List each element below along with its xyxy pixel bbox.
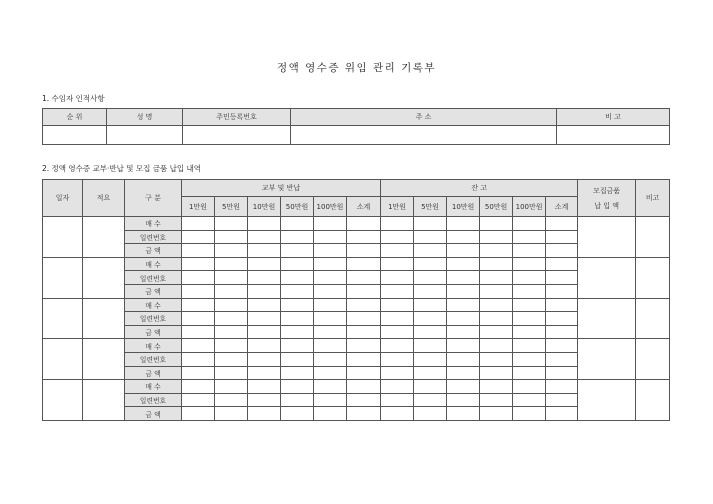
- balance-value-cell[interactable]: [447, 352, 480, 366]
- row-label: 금 액: [125, 244, 182, 258]
- issue-denomination-header: 1만원: [182, 197, 215, 217]
- issue-value-cell[interactable]: [215, 312, 248, 326]
- issue-value-cell[interactable]: [281, 257, 314, 271]
- balance-value-cell[interactable]: [414, 407, 447, 421]
- issue-value-cell[interactable]: [248, 298, 281, 312]
- balance-value-cell[interactable]: [447, 257, 480, 271]
- balance-value-cell[interactable]: [513, 339, 546, 353]
- issue-value-cell[interactable]: [281, 217, 314, 231]
- col-category-header: 구 분: [125, 180, 182, 217]
- collected-amount-cell[interactable]: [578, 217, 636, 258]
- issue-value-cell[interactable]: [314, 257, 347, 271]
- issue-value-cell[interactable]: [182, 298, 215, 312]
- balance-value-cell[interactable]: [414, 393, 447, 407]
- delegate-entry-row: [43, 126, 670, 145]
- issue-value-cell[interactable]: [314, 393, 347, 407]
- issue-value-cell[interactable]: [281, 380, 314, 394]
- record-row: [43, 217, 670, 231]
- balance-value-cell[interactable]: [447, 325, 480, 339]
- balance-value-cell[interactable]: [381, 257, 414, 271]
- section1-heading: 1. 수임자 인적사항: [42, 94, 105, 103]
- balance-denomination-header: 100만원: [513, 197, 546, 217]
- remarks-cell[interactable]: [636, 339, 670, 380]
- balance-value-cell[interactable]: [480, 230, 513, 244]
- balance-value-cell[interactable]: [414, 366, 447, 380]
- issue-value-cell[interactable]: [182, 217, 215, 231]
- remarks-cell[interactable]: [557, 126, 670, 145]
- issue-value-cell[interactable]: [248, 366, 281, 380]
- balance-value-cell[interactable]: [381, 271, 414, 285]
- collected-amount-cell[interactable]: [578, 298, 636, 339]
- issue-value-cell[interactable]: [248, 257, 281, 271]
- issue-value-cell[interactable]: [314, 230, 347, 244]
- issue-value-cell[interactable]: [215, 407, 248, 421]
- balance-value-cell[interactable]: [546, 217, 578, 231]
- issue-value-cell[interactable]: [281, 298, 314, 312]
- balance-value-cell[interactable]: [546, 244, 578, 258]
- issue-value-cell[interactable]: [281, 271, 314, 285]
- collected-amount-cell[interactable]: [578, 257, 636, 298]
- issue-value-cell[interactable]: [281, 352, 314, 366]
- balance-value-cell[interactable]: [480, 244, 513, 258]
- balance-value-cell[interactable]: [513, 298, 546, 312]
- issue-value-cell[interactable]: [248, 407, 281, 421]
- rank-cell[interactable]: [43, 126, 107, 145]
- balance-value-cell[interactable]: [480, 257, 513, 271]
- issue-value-cell[interactable]: [215, 393, 248, 407]
- issue-value-cell[interactable]: [347, 407, 381, 421]
- record-row: [43, 352, 670, 366]
- balance-value-cell[interactable]: [513, 352, 546, 366]
- issue-denomination-header: 50만원: [281, 197, 314, 217]
- row-label: 금 액: [125, 284, 182, 298]
- balance-value-cell[interactable]: [381, 230, 414, 244]
- issue-value-cell[interactable]: [314, 284, 347, 298]
- balance-value-cell[interactable]: [447, 366, 480, 380]
- issue-value-cell[interactable]: [347, 312, 381, 326]
- balance-value-cell[interactable]: [513, 312, 546, 326]
- balance-value-cell[interactable]: [513, 284, 546, 298]
- issue-value-cell[interactable]: [314, 366, 347, 380]
- balance-value-cell[interactable]: [447, 393, 480, 407]
- balance-value-cell[interactable]: [414, 284, 447, 298]
- issue-value-cell[interactable]: [215, 271, 248, 285]
- issue-value-cell[interactable]: [182, 352, 215, 366]
- balance-value-cell[interactable]: [480, 284, 513, 298]
- issue-value-cell[interactable]: [347, 230, 381, 244]
- row-label: 매 수: [125, 257, 182, 271]
- balance-value-cell[interactable]: [546, 230, 578, 244]
- summary-cell[interactable]: [83, 257, 125, 298]
- balance-value-cell[interactable]: [414, 352, 447, 366]
- resident-number-cell[interactable]: [183, 126, 291, 145]
- issue-value-cell[interactable]: [314, 244, 347, 258]
- issue-value-cell[interactable]: [281, 339, 314, 353]
- row-label: 매 수: [125, 217, 182, 231]
- issue-value-cell[interactable]: [215, 339, 248, 353]
- balance-value-cell[interactable]: [480, 352, 513, 366]
- balance-value-cell[interactable]: [381, 244, 414, 258]
- balance-value-cell[interactable]: [546, 325, 578, 339]
- balance-value-cell[interactable]: [381, 380, 414, 394]
- col-remarks-header: 비 고: [557, 109, 670, 126]
- row-label: 금 액: [125, 366, 182, 380]
- record-row: [43, 393, 670, 407]
- issue-value-cell[interactable]: [314, 325, 347, 339]
- balance-denomination-header: 10만원: [447, 197, 480, 217]
- issue-value-cell[interactable]: [182, 325, 215, 339]
- issue-value-cell[interactable]: [215, 230, 248, 244]
- balance-denomination-header: 소계: [546, 197, 578, 217]
- balance-value-cell[interactable]: [513, 271, 546, 285]
- balance-value-cell[interactable]: [480, 407, 513, 421]
- record-row: [43, 298, 670, 312]
- issue-value-cell[interactable]: [314, 380, 347, 394]
- collected-amount-cell[interactable]: [578, 339, 636, 380]
- issue-value-cell[interactable]: [182, 244, 215, 258]
- issue-value-cell[interactable]: [248, 380, 281, 394]
- issue-value-cell[interactable]: [248, 244, 281, 258]
- balance-value-cell[interactable]: [546, 284, 578, 298]
- issue-value-cell[interactable]: [281, 325, 314, 339]
- col-resident-number-header: 주민등록번호: [183, 109, 291, 126]
- balance-value-cell[interactable]: [381, 393, 414, 407]
- issue-value-cell[interactable]: [182, 393, 215, 407]
- balance-value-cell[interactable]: [546, 393, 578, 407]
- delegate-info-table: [42, 108, 670, 145]
- balance-value-cell[interactable]: [447, 244, 480, 258]
- issue-value-cell[interactable]: [248, 393, 281, 407]
- record-row: [43, 339, 670, 353]
- issue-value-cell[interactable]: [182, 407, 215, 421]
- summary-cell[interactable]: [83, 339, 125, 380]
- balance-value-cell[interactable]: [546, 298, 578, 312]
- balance-value-cell[interactable]: [381, 407, 414, 421]
- issue-value-cell[interactable]: [215, 325, 248, 339]
- issue-value-cell[interactable]: [215, 380, 248, 394]
- record-row: [43, 366, 670, 380]
- balance-value-cell[interactable]: [480, 393, 513, 407]
- balance-value-cell[interactable]: [414, 271, 447, 285]
- collected-amount-cell[interactable]: [578, 380, 636, 421]
- issue-value-cell[interactable]: [314, 407, 347, 421]
- issue-value-cell[interactable]: [248, 352, 281, 366]
- col-date-header: 일자: [43, 180, 83, 217]
- remarks-cell[interactable]: [636, 298, 670, 339]
- balance-value-cell[interactable]: [447, 339, 480, 353]
- issue-denomination-header: 100만원: [314, 197, 347, 217]
- record-row: [43, 312, 670, 326]
- balance-value-cell[interactable]: [513, 230, 546, 244]
- balance-value-cell[interactable]: [447, 230, 480, 244]
- issue-denomination-header: 5만원: [215, 197, 248, 217]
- date-cell[interactable]: [43, 380, 83, 421]
- issue-value-cell[interactable]: [248, 339, 281, 353]
- balance-value-cell[interactable]: [447, 271, 480, 285]
- delegate-header-row: [43, 109, 670, 126]
- balance-value-cell[interactable]: [546, 352, 578, 366]
- record-row: [43, 244, 670, 258]
- collected-amount-line1: 모집금품: [593, 186, 621, 195]
- balance-value-cell[interactable]: [513, 393, 546, 407]
- record-row: [43, 407, 670, 421]
- balance-value-cell[interactable]: [447, 284, 480, 298]
- row-label: 일련번호: [125, 312, 182, 326]
- issue-value-cell[interactable]: [248, 217, 281, 231]
- issue-value-cell[interactable]: [248, 325, 281, 339]
- issue-value-cell[interactable]: [314, 217, 347, 231]
- balance-value-cell[interactable]: [447, 380, 480, 394]
- row-label: 매 수: [125, 298, 182, 312]
- balance-value-cell[interactable]: [480, 380, 513, 394]
- balance-value-cell[interactable]: [381, 298, 414, 312]
- date-cell[interactable]: [43, 339, 83, 380]
- address-cell[interactable]: [291, 126, 557, 145]
- balance-value-cell[interactable]: [381, 339, 414, 353]
- issue-value-cell[interactable]: [215, 284, 248, 298]
- balance-value-cell[interactable]: [546, 271, 578, 285]
- col-address-header: 주 소: [291, 109, 557, 126]
- issue-value-cell[interactable]: [281, 407, 314, 421]
- issue-value-cell[interactable]: [215, 217, 248, 231]
- issue-value-cell[interactable]: [347, 244, 381, 258]
- issue-value-cell[interactable]: [347, 339, 381, 353]
- balance-value-cell[interactable]: [414, 325, 447, 339]
- group-balance-header: 잔 고: [381, 180, 578, 197]
- issue-value-cell[interactable]: [347, 257, 381, 271]
- balance-value-cell[interactable]: [447, 312, 480, 326]
- summary-cell[interactable]: [83, 380, 125, 421]
- balance-value-cell[interactable]: [381, 352, 414, 366]
- issue-denomination-header: 소계: [347, 197, 381, 217]
- balance-denomination-header: 50만원: [480, 197, 513, 217]
- issue-value-cell[interactable]: [182, 284, 215, 298]
- issue-value-cell[interactable]: [281, 230, 314, 244]
- page-title: 정액 영수증 위임 관리 기록부: [276, 62, 437, 74]
- balance-value-cell[interactable]: [381, 284, 414, 298]
- issue-value-cell[interactable]: [347, 352, 381, 366]
- balance-value-cell[interactable]: [414, 312, 447, 326]
- col-collected-amount-header: [578, 180, 636, 217]
- issue-value-cell[interactable]: [281, 244, 314, 258]
- date-cell[interactable]: [43, 217, 83, 258]
- balance-value-cell[interactable]: [546, 407, 578, 421]
- row-label: 금 액: [125, 407, 182, 421]
- issue-value-cell[interactable]: [347, 380, 381, 394]
- date-cell[interactable]: [43, 298, 83, 339]
- record-row: [43, 284, 670, 298]
- balance-value-cell[interactable]: [480, 298, 513, 312]
- summary-cell[interactable]: [83, 217, 125, 258]
- balance-denomination-header: 5만원: [414, 197, 447, 217]
- issue-value-cell[interactable]: [281, 393, 314, 407]
- balance-value-cell[interactable]: [414, 339, 447, 353]
- balance-value-cell[interactable]: [513, 217, 546, 231]
- record-row: [43, 271, 670, 285]
- issue-value-cell[interactable]: [281, 366, 314, 380]
- balance-value-cell[interactable]: [447, 298, 480, 312]
- balance-value-cell[interactable]: [480, 271, 513, 285]
- issue-value-cell[interactable]: [314, 298, 347, 312]
- issue-value-cell[interactable]: [314, 271, 347, 285]
- balance-value-cell[interactable]: [546, 257, 578, 271]
- issue-value-cell[interactable]: [215, 298, 248, 312]
- balance-value-cell[interactable]: [546, 366, 578, 380]
- issue-value-cell[interactable]: [281, 284, 314, 298]
- issue-denomination-header: 10만원: [248, 197, 281, 217]
- balance-value-cell[interactable]: [414, 244, 447, 258]
- balance-value-cell[interactable]: [513, 366, 546, 380]
- issue-value-cell[interactable]: [347, 284, 381, 298]
- issue-value-cell[interactable]: [347, 298, 381, 312]
- issue-value-cell[interactable]: [347, 325, 381, 339]
- record-row: [43, 380, 670, 394]
- summary-cell[interactable]: [83, 298, 125, 339]
- balance-value-cell[interactable]: [414, 380, 447, 394]
- balance-value-cell[interactable]: [513, 380, 546, 394]
- col-remarks-header: 비고: [636, 180, 670, 217]
- balance-value-cell[interactable]: [480, 325, 513, 339]
- balance-value-cell[interactable]: [414, 257, 447, 271]
- remarks-cell[interactable]: [636, 217, 670, 258]
- balance-value-cell[interactable]: [414, 230, 447, 244]
- balance-value-cell[interactable]: [513, 244, 546, 258]
- issue-value-cell[interactable]: [182, 257, 215, 271]
- row-label: 매 수: [125, 339, 182, 353]
- row-label: 금 액: [125, 325, 182, 339]
- record-row: [43, 257, 670, 271]
- balance-value-cell[interactable]: [381, 217, 414, 231]
- balance-value-cell[interactable]: [447, 217, 480, 231]
- issue-value-cell[interactable]: [215, 244, 248, 258]
- balance-value-cell[interactable]: [480, 217, 513, 231]
- balance-denomination-header: 1만원: [381, 197, 414, 217]
- issue-value-cell[interactable]: [347, 366, 381, 380]
- issue-value-cell[interactable]: [182, 339, 215, 353]
- issue-value-cell[interactable]: [347, 393, 381, 407]
- balance-value-cell[interactable]: [381, 325, 414, 339]
- balance-value-cell[interactable]: [546, 339, 578, 353]
- balance-value-cell[interactable]: [546, 312, 578, 326]
- balance-value-cell[interactable]: [414, 298, 447, 312]
- record-row: [43, 325, 670, 339]
- issue-value-cell[interactable]: [248, 230, 281, 244]
- balance-value-cell[interactable]: [513, 407, 546, 421]
- collected-amount-line2: 납 입 액: [594, 201, 620, 210]
- record-row: [43, 230, 670, 244]
- balance-value-cell[interactable]: [381, 366, 414, 380]
- issue-value-cell[interactable]: [314, 312, 347, 326]
- issue-value-cell[interactable]: [182, 312, 215, 326]
- row-label: 일련번호: [125, 271, 182, 285]
- issue-value-cell[interactable]: [248, 284, 281, 298]
- remarks-cell[interactable]: [636, 257, 670, 298]
- receipt-record-table: [42, 179, 670, 421]
- col-summary-header: 적요: [83, 180, 125, 217]
- balance-value-cell[interactable]: [546, 380, 578, 394]
- row-label: 매 수: [125, 380, 182, 394]
- balance-value-cell[interactable]: [480, 312, 513, 326]
- section2-heading: 2. 정액 영수증 교부·반납 및 모집 금품 납입 내역: [42, 164, 202, 173]
- row-label: 일련번호: [125, 230, 182, 244]
- col-rank-header: 순 위: [43, 109, 107, 126]
- remarks-cell[interactable]: [636, 380, 670, 421]
- issue-value-cell[interactable]: [215, 352, 248, 366]
- issue-value-cell[interactable]: [248, 312, 281, 326]
- balance-value-cell[interactable]: [414, 217, 447, 231]
- issue-value-cell[interactable]: [182, 271, 215, 285]
- balance-value-cell[interactable]: [381, 312, 414, 326]
- issue-value-cell[interactable]: [248, 271, 281, 285]
- date-cell[interactable]: [43, 257, 83, 298]
- row-label: 일련번호: [125, 352, 182, 366]
- name-cell[interactable]: [107, 126, 183, 145]
- issue-value-cell[interactable]: [182, 366, 215, 380]
- issue-value-cell[interactable]: [314, 352, 347, 366]
- issue-value-cell[interactable]: [182, 230, 215, 244]
- balance-value-cell[interactable]: [447, 407, 480, 421]
- issue-value-cell[interactable]: [182, 380, 215, 394]
- issue-value-cell[interactable]: [215, 366, 248, 380]
- issue-value-cell[interactable]: [215, 257, 248, 271]
- issue-value-cell[interactable]: [347, 271, 381, 285]
- balance-value-cell[interactable]: [513, 257, 546, 271]
- issue-value-cell[interactable]: [347, 217, 381, 231]
- row-label: 일련번호: [125, 393, 182, 407]
- col-name-header: 성 명: [107, 109, 183, 126]
- balance-value-cell[interactable]: [513, 325, 546, 339]
- issue-value-cell[interactable]: [314, 339, 347, 353]
- balance-value-cell[interactable]: [480, 339, 513, 353]
- group-issue-return-header: 교부 및 반납: [182, 180, 381, 197]
- issue-value-cell[interactable]: [281, 312, 314, 326]
- record-header-row-1: [43, 180, 670, 197]
- balance-value-cell[interactable]: [480, 366, 513, 380]
